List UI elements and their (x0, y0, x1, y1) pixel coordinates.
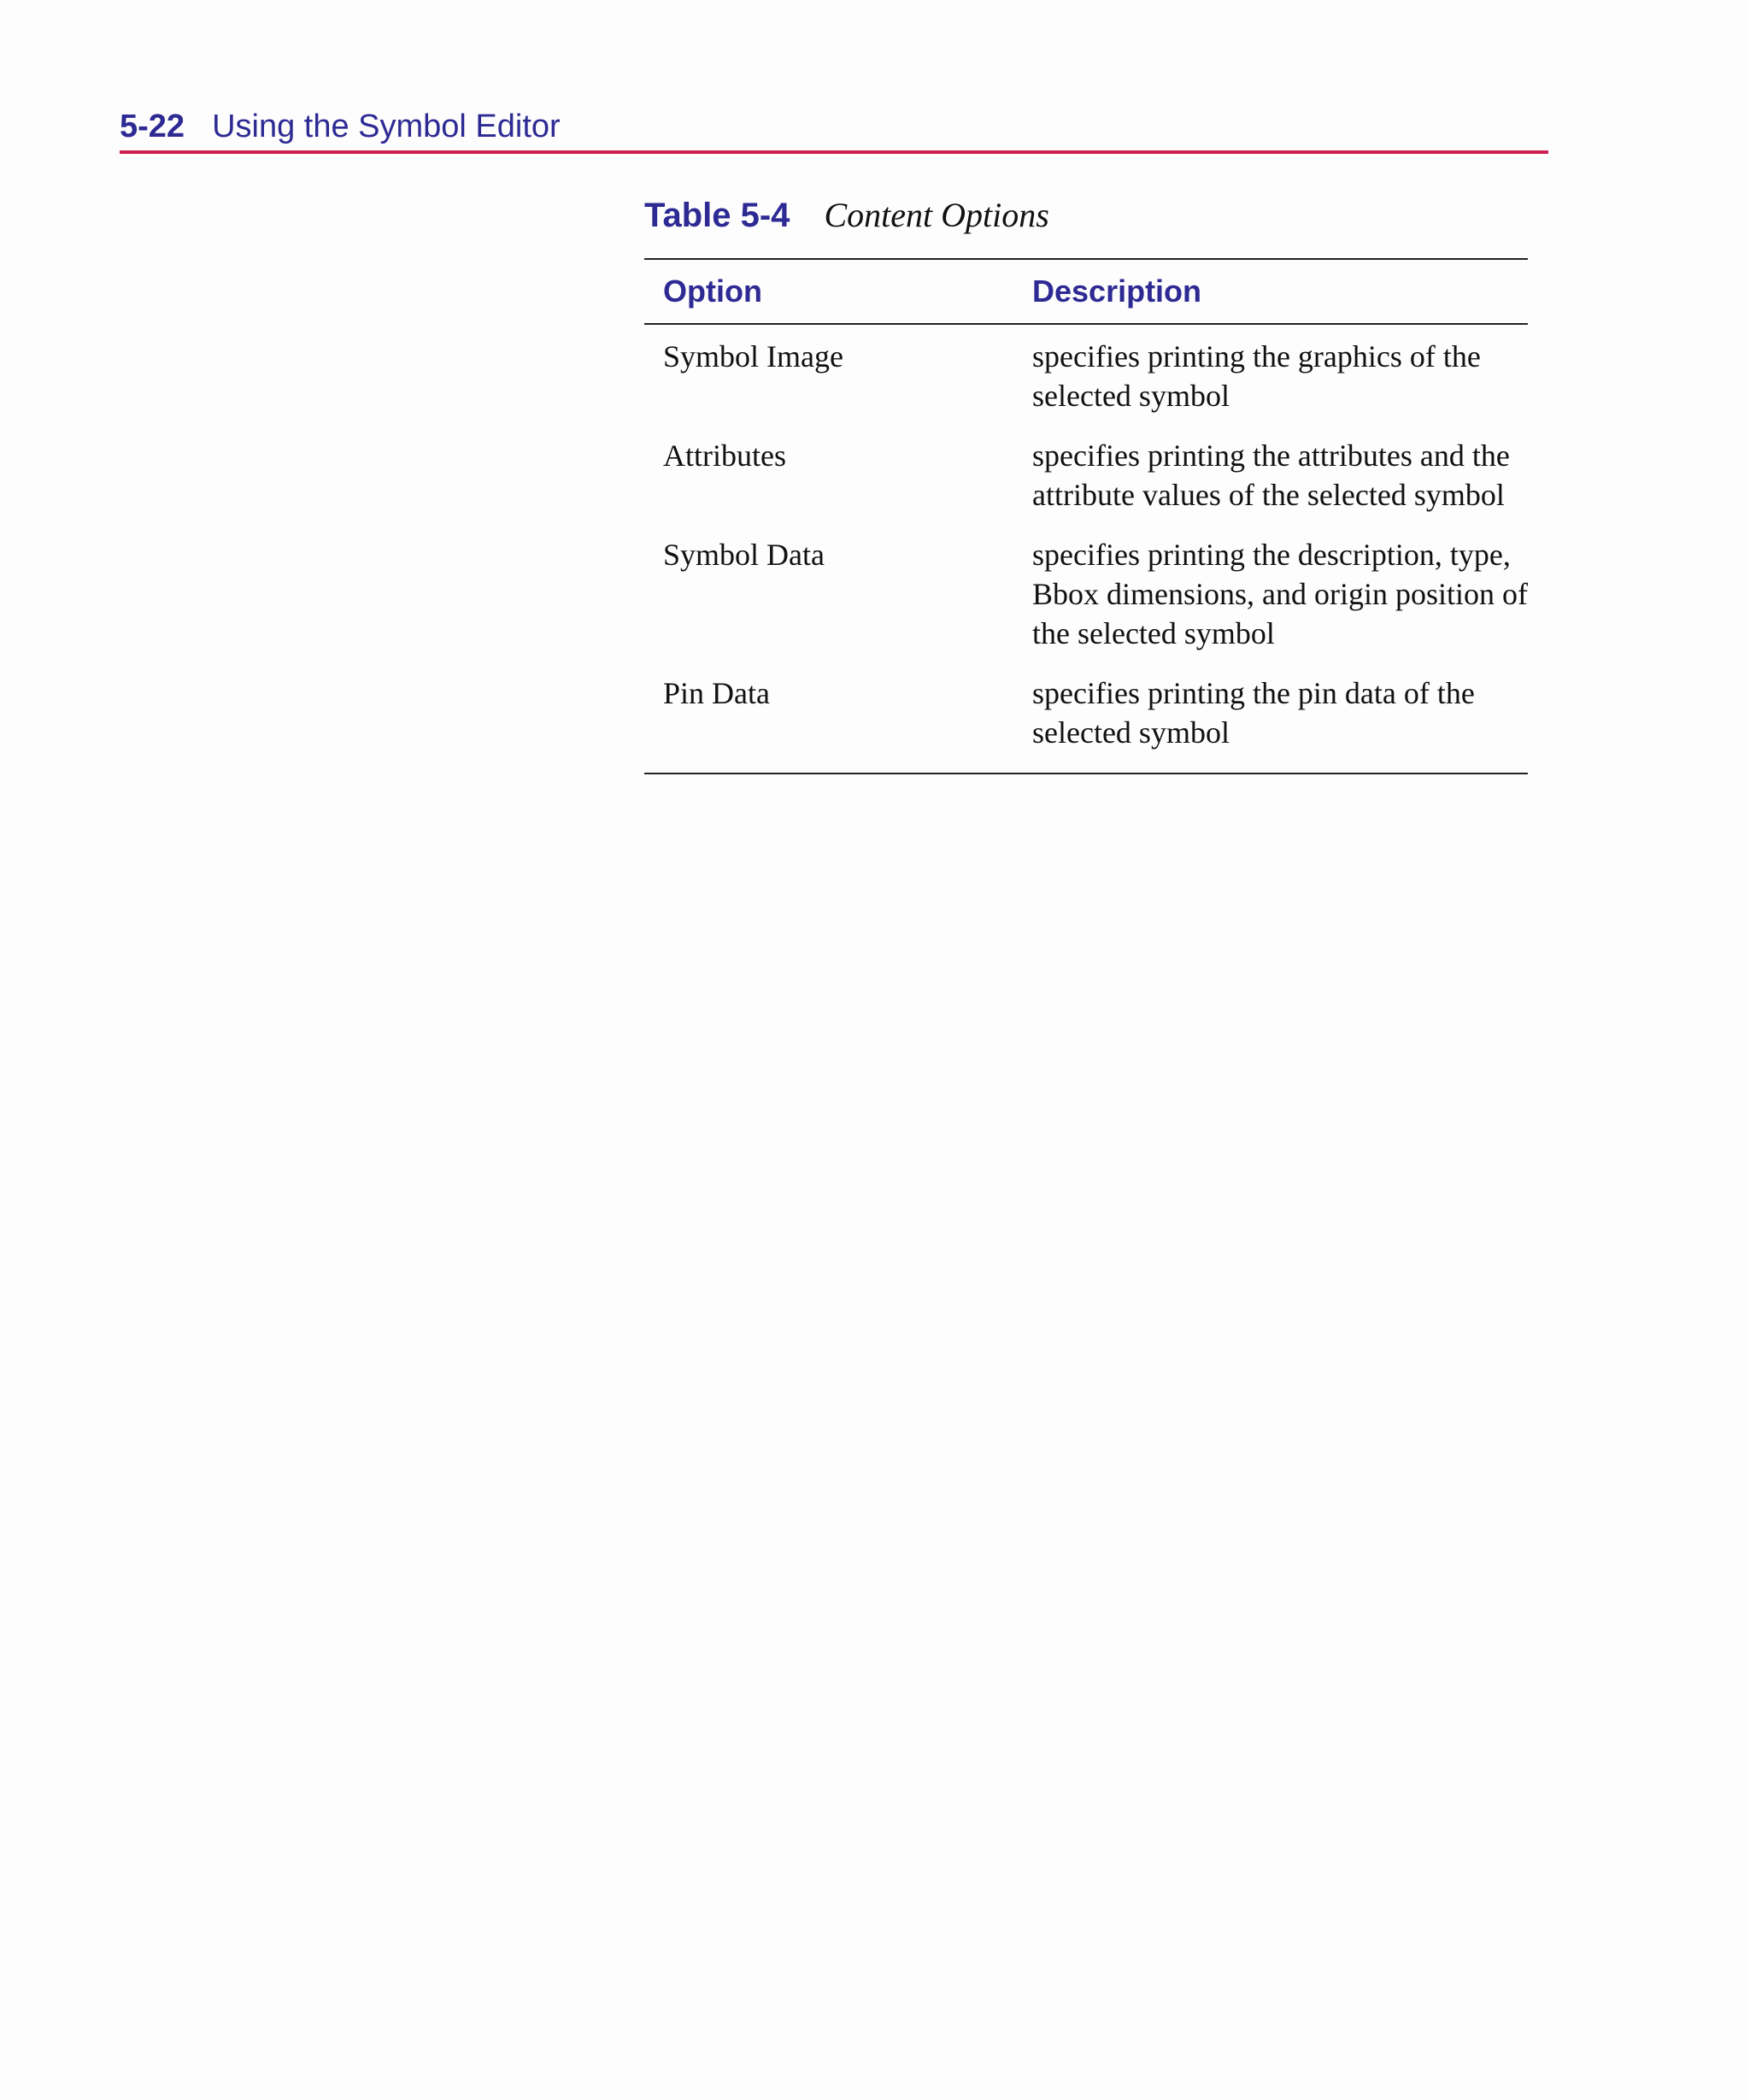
description-cell: specifies printing the pin data of the selected symbol (1032, 676, 1475, 750)
table-caption-title: Content Options (824, 196, 1049, 234)
content-options-table (644, 258, 1528, 774)
table-caption (644, 191, 1049, 239)
section-title: Using the Symbol Editor (212, 109, 561, 144)
header-rule (120, 150, 1548, 154)
option-cell: Attributes (663, 438, 786, 473)
running-header (120, 106, 1548, 147)
option-cell: Symbol Image (663, 339, 843, 374)
option-cell: Pin Data (663, 676, 770, 710)
table-row (644, 436, 1528, 535)
column-header-option: Option (663, 274, 762, 309)
description-cell: specifies printing the description, type, Bbox dimensions, and origin position of the selected symbol (1032, 538, 1528, 650)
description-cell: specifies printing the graphics of the selected symbol (1032, 339, 1481, 413)
column-header-description: Description (1032, 274, 1202, 309)
option-cell: Symbol Data (663, 538, 825, 572)
page-number: 5-22 (120, 109, 185, 144)
table-row (644, 324, 1528, 436)
table-row (644, 535, 1528, 674)
table-header-row (644, 259, 1528, 324)
description-cell: specifies printing the attributes and the attribute values of the selected symbol (1032, 438, 1510, 512)
table-caption-label: Table 5-4 (644, 197, 790, 234)
table-row (644, 674, 1528, 774)
